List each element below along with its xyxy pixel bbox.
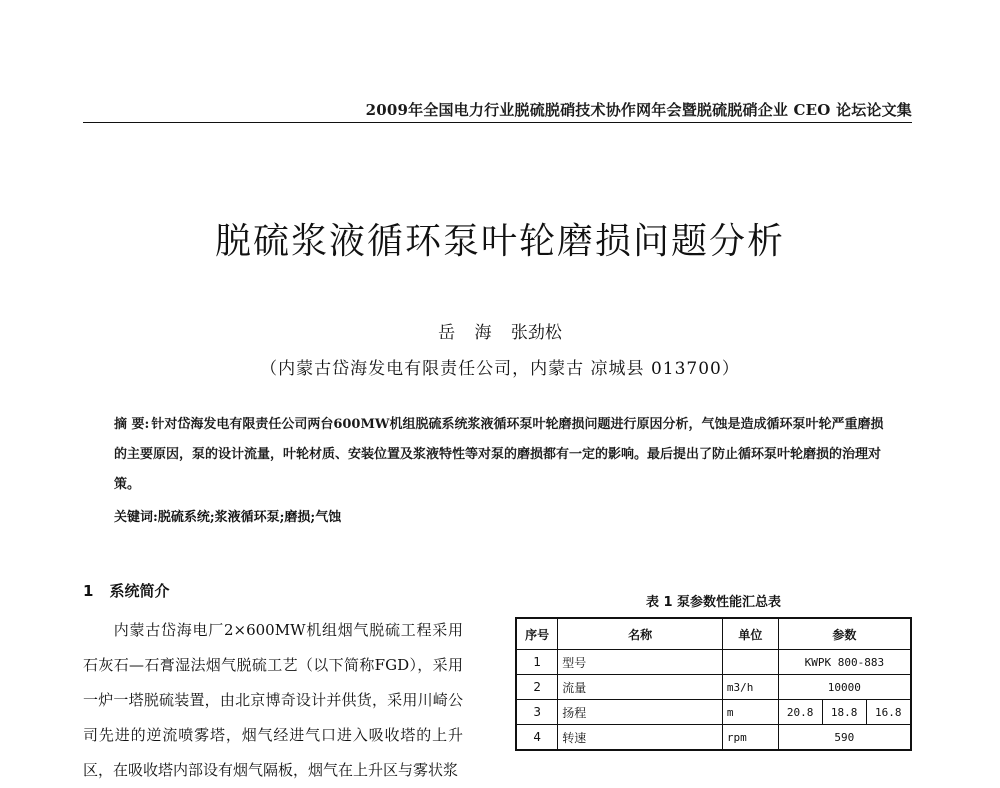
row-param: 16.8: [866, 700, 911, 725]
header-cell-no: 序号: [516, 618, 558, 650]
section-title: 系统简介: [109, 582, 170, 600]
header-cell-unit: 单位: [722, 618, 778, 650]
section-number: 1: [83, 582, 94, 600]
abstract-text: 针对岱海发电有限责任公司两台600MW机组脱硫系统浆液循环泵叶轮磨损问题进行原因分析，气蚀是造成循环泵叶轮严重磨损的主要原因，泵的设计流量，叶轮材质、安装位置及浆液特性等对泵的磨损都有一定的影响。最后提出了防止循环泵叶轮磨损的治理对策。: [114, 417, 884, 492]
abstract: [114, 410, 890, 500]
keywords-text: 脱硫系统;浆液循环泵;磨损;气蚀: [157, 510, 342, 525]
row-param: 20.8: [778, 700, 822, 725]
row-unit: [722, 650, 778, 675]
running-header: 2009年全国电力行业脱硫脱硝技术协作网年会暨脱硫脱硝企业 CEO 论坛论文集: [365, 101, 912, 119]
table-caption: 表 1 泵参数性能汇总表: [645, 595, 782, 610]
affiliation: （内蒙古岱海发电有限责任公司，内蒙古 凉城县 013700）: [260, 359, 740, 379]
row-no: 1: [516, 650, 558, 675]
row-name: 转速: [558, 725, 723, 751]
row-unit: rpm: [722, 725, 778, 751]
row-param: 18.8: [822, 700, 866, 725]
header-rule: [83, 122, 912, 123]
row-param: 590: [778, 725, 911, 751]
row-no: 4: [516, 725, 558, 751]
row-unit: m: [722, 700, 778, 725]
table-row: [516, 725, 911, 751]
section-heading: [83, 580, 169, 601]
row-name: 型号: [558, 650, 723, 675]
table-row: [516, 675, 911, 700]
row-unit: m3/h: [722, 675, 778, 700]
row-name: 流量: [558, 675, 723, 700]
section-body-text: 内蒙古岱海电厂2×600MW机组烟气脱硫工程采用石灰石—石膏湿法烟气脱硫工艺（以下简称FGD），采用一炉一塔脱硫装置，由北京博奇设计并供货，采用川崎公司先进的逆流喷雾塔，烟气经进气口进入吸收塔的上升区，在吸收塔内部设有烟气隔板，烟气在上升区与雾状浆: [83, 621, 463, 779]
keywords: [114, 506, 890, 525]
section-body: [83, 613, 463, 788]
table-row: [516, 650, 911, 675]
table-row: [516, 700, 911, 725]
paper-title: 脱硫浆液循环泵叶轮磨损问题分析: [214, 221, 785, 262]
table-header-row: [516, 618, 911, 650]
keywords-label: 关键词:: [114, 510, 158, 525]
abstract-label: 摘 要:: [114, 417, 150, 432]
row-no: 3: [516, 700, 558, 725]
row-param: 10000: [778, 675, 911, 700]
row-param: KWPK 800-883: [778, 650, 911, 675]
parameter-table: [515, 617, 912, 751]
header-cell-params: 参数: [778, 618, 911, 650]
row-name: 扬程: [558, 700, 723, 725]
header-cell-name: 名称: [558, 618, 723, 650]
row-no: 2: [516, 675, 558, 700]
authors: 岳 海 张劲松: [438, 323, 562, 343]
